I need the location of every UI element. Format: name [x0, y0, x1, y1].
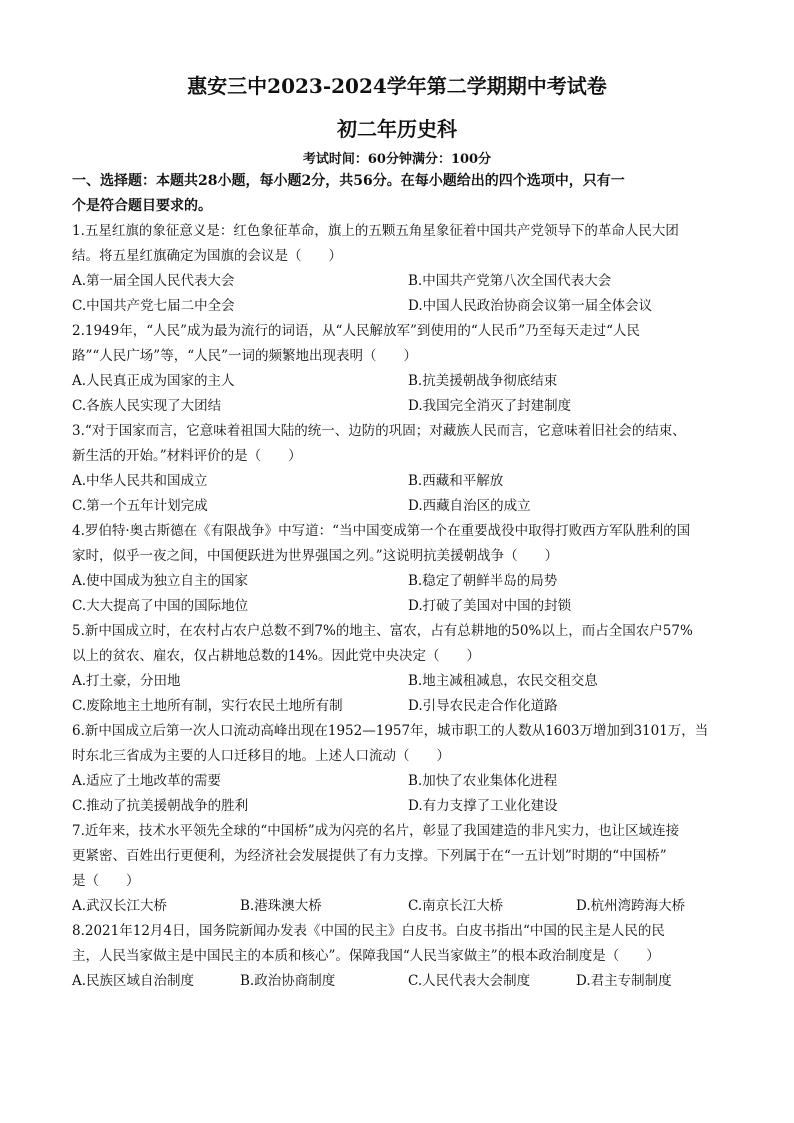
question-4-text: 4.罗伯特·奥古斯德在《有限战争》中写道：“当中国变成第一个在重要战役中取得打败西方军队胜利的国: [72, 523, 691, 539]
question-7-option-b: B.港珠澳大桥: [240, 898, 322, 914]
question-1-option-a: A.第一届全国人民代表大会: [72, 273, 235, 289]
question-3-option-a: A.中华人民共和国成立: [72, 473, 208, 489]
question-7-option-c: C.南京长江大桥: [408, 898, 504, 914]
question-7-text: 7.近年来，技术水平领先全球的“中国桥”成为闪亮的名片，彰显了我国建造的非凡实力，也让区域连接: [72, 823, 680, 839]
question-4-option-a: A.使中国成为独立自主的国家: [72, 573, 249, 589]
question-2-text: 2.1949年，“人民”成为最为流行的词语，从“人民解放军”到使用的“人民币”乃至每天走过“人民: [72, 323, 641, 339]
question-6-text: 时东北三省成为主要的人口迁移目的地。上述人口流动（ ）: [72, 748, 450, 764]
question-1-text: 结。将五星红旗确定为国旗的会议是（ ）: [72, 248, 342, 264]
question-4-option-d: D.打破了美国对中国的封锁: [408, 598, 572, 614]
question-3-text: 新生活的开始。”材料评价的是（ ）: [72, 448, 302, 464]
question-8-text: 8.2021年12月4日，国务院新闻办发表《中国的民主》白皮书。白皮书指出“中国的民主是人民的民: [72, 923, 665, 939]
question-5-option-d: D.引导农民走合作化道路: [408, 698, 558, 714]
question-3-option-b: B.西藏和平解放: [408, 473, 504, 489]
question-1-option-b: B.中国共产党第八次全国代表大会: [408, 273, 612, 289]
question-7-text: 更紧密、百姓出行更便利，为经济社会发展提供了有力支撑。下列属于在“一五计划”时期的“中国桥”: [72, 848, 667, 864]
question-4-option-b: B.稳定了朝鲜半岛的局势: [408, 573, 558, 589]
question-2-text: 路”“人民广场”等，“人民”一词的频繁地出现表明（ ）: [72, 348, 418, 364]
question-3-option-c: C.第一个五年计划完成: [72, 498, 208, 514]
question-6-option-c: C.推动了抗美援朝战争的胜利: [72, 798, 249, 814]
question-5-option-b: B.地主减租减息，农民交租交息: [408, 673, 598, 689]
question-1-text: 1.五星红旗的象征意义是：红色象征革命，旗上的五颗五角星象征着中国共产党领导下的革命人民大团: [72, 223, 679, 239]
question-2-option-b: B.抗美援朝战争彻底结束: [408, 373, 558, 389]
question-5-option-a: A.打土豪，分田地: [72, 673, 181, 689]
exam-title: 惠安三中2023-2024学年第二学期期中考试卷: [187, 74, 607, 98]
question-1-option-c: C.中国共产党七届二中全会: [72, 298, 235, 314]
question-2-option-c: C.各族人民实现了大团结: [72, 398, 222, 414]
question-6-option-a: A.适应了土地改革的需要: [72, 773, 222, 789]
question-4-option-c: C.大大提高了中国的国际地位: [72, 598, 249, 614]
question-6-option-b: B.加快了农业集体化进程: [408, 773, 558, 789]
question-8-option-b: B.政治协商制度: [240, 973, 336, 989]
question-7-option-d: D.杭州湾跨海大桥: [576, 898, 686, 914]
question-6-option-d: D.有力支撑了工业化建设: [408, 798, 558, 814]
question-4-text: 家时，似乎一夜之间，中国便跃进为世界强国之列。”这说明抗美援朝战争（ ）: [72, 548, 559, 564]
exam-subject: 初二年历史科: [337, 117, 457, 141]
question-1-option-d: D.中国人民政治协商会议第一届全体会议: [408, 298, 653, 314]
question-8-text: 主，人民当家做主是中国民主的本质和核心”。保障我国“人民当家做主”的根本政治制度是（ ）: [72, 948, 660, 964]
question-5-option-c: C.废除地主土地所有制，实行农民土地所有制: [72, 698, 343, 714]
question-3-text: 3.“对于国家而言，它意味着祖国大陆的统一、边防的巩固；对藏族人民而言，它意味着旧社会的结束、: [72, 423, 686, 439]
question-2-option-d: D.我国完全消灭了封建制度: [408, 398, 572, 414]
question-7-option-a: A.武汉长江大桥: [72, 898, 168, 914]
question-2-option-a: A.人民真正成为国家的主人: [72, 373, 235, 389]
section-heading: 一、选择题：本题共28小题，每小题2分，共56分。在每小题给出的四个选项中，只有一: [72, 173, 625, 189]
question-8-option-a: A.民族区域自治制度: [72, 973, 195, 989]
question-8-option-c: C.人民代表大会制度: [408, 973, 531, 989]
question-3-option-d: D.西藏自治区的成立: [408, 498, 531, 514]
section-heading: 个是符合题目要求的。: [72, 198, 212, 214]
question-8-option-d: D.君主专制制度: [576, 973, 672, 989]
question-6-text: 6.新中国成立后第一次人口流动高峰出现在1952—1957年，城市职工的人数从1603万增加到3101万，当: [72, 723, 709, 739]
exam-info: 考试时间：60分钟满分：100分: [302, 152, 492, 167]
question-7-text: 是（ ）: [72, 873, 140, 889]
question-5-text: 5.新中国成立时，在农村占农户总数不到7%的地主、富农，占有总耕地的50%以上，而占全国农户57%: [72, 623, 693, 639]
question-5-text: 以上的贫农、雇农，仅占耕地总数的14%。因此党中央决定（ ）: [72, 648, 481, 664]
